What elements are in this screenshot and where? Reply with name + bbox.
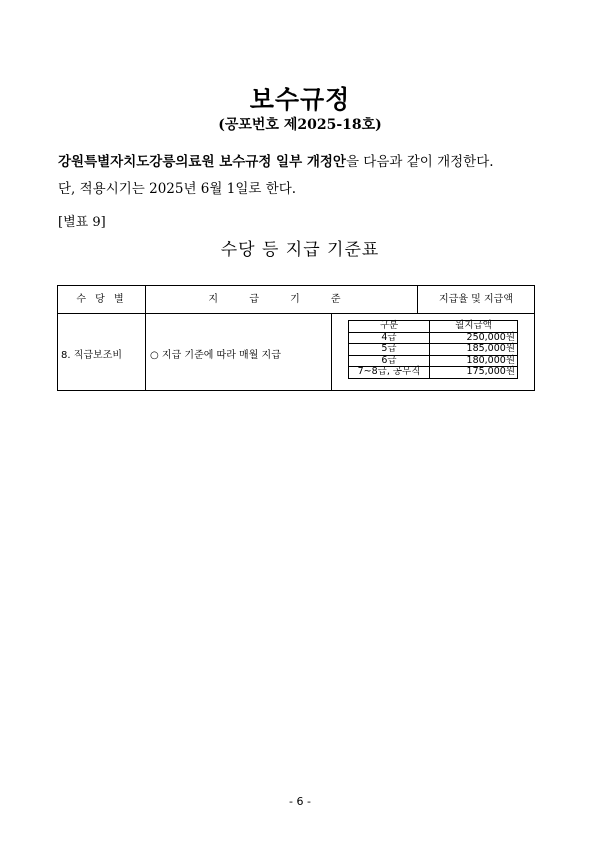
grade-cell: 6급 bbox=[349, 355, 430, 367]
subtable-header-row bbox=[349, 321, 518, 333]
subtable-header-grade: 구분 bbox=[349, 321, 430, 333]
subtable-header-amount: 월지급액 bbox=[430, 321, 518, 333]
document-title: 보수규정 bbox=[249, 85, 351, 114]
document-subtitle: (공포번호 제2025-18호) bbox=[218, 117, 382, 133]
amount-cell: 185,000원 bbox=[430, 344, 518, 356]
allowance-table bbox=[57, 285, 535, 391]
allowance-name: 8. 직급보조비 bbox=[61, 350, 123, 361]
subtable-row bbox=[349, 332, 518, 344]
header-allowance: 수 당 별 bbox=[58, 286, 146, 313]
header-rate: 지급율 및 지급액 bbox=[439, 294, 513, 305]
amount-cell: 175,000원 bbox=[430, 367, 518, 379]
table-row bbox=[58, 314, 534, 390]
criteria-text: ○ 지급 기준에 따라 매월 지급 bbox=[150, 350, 281, 361]
amount-cell: 250,000원 bbox=[430, 332, 518, 344]
table-title: 수당 등 지급 기준표 bbox=[220, 240, 380, 260]
table-header-row bbox=[58, 286, 534, 314]
annex-label: [별표 9] bbox=[58, 215, 106, 230]
page-number: - 6 - bbox=[289, 795, 311, 808]
subtable-row bbox=[349, 367, 518, 379]
intro-bold-text: 강원특별자치도강릉의료원 보수규정 일부 개정안 bbox=[58, 154, 346, 170]
grade-cell: 5급 bbox=[349, 344, 430, 356]
subtable-row bbox=[349, 344, 518, 356]
amount-cell: 180,000원 bbox=[430, 355, 518, 367]
amount-subtable bbox=[348, 320, 518, 379]
intro-line bbox=[58, 150, 494, 170]
grade-cell: 7~8급, 공무직 bbox=[349, 367, 430, 379]
header-criteria: 지 급 기 준 bbox=[146, 286, 418, 313]
allowance-cell bbox=[58, 314, 146, 390]
criteria-cell bbox=[146, 314, 332, 390]
subtable-row bbox=[349, 355, 518, 367]
grade-cell: 4급 bbox=[349, 332, 430, 344]
intro-rest-text: 을 다음과 같이 개정한다. bbox=[345, 154, 494, 170]
effective-date-line: 단, 적용시기는 2025년 6월 1일로 한다. bbox=[58, 181, 297, 197]
